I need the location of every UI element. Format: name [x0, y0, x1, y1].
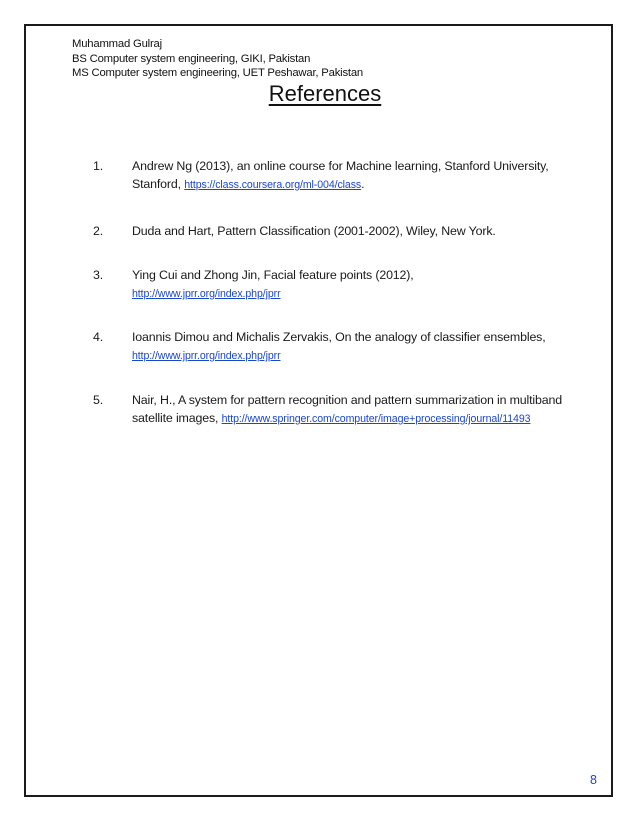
- page-title-container: [0, 81, 638, 107]
- reference-body: [132, 328, 572, 365]
- reference-number: 5.: [93, 393, 104, 407]
- reference-line: Ioannis Dimou and Michalis Zervakis, On the analogy of classifier ensembles,: [132, 330, 546, 344]
- reference-link[interactable]: https://class.coursera.org/ml-004/class: [184, 179, 362, 191]
- reference-line: [132, 346, 572, 365]
- reference-text: Stanford,: [132, 177, 185, 191]
- page-title: References: [268, 81, 382, 106]
- reference-line: Andrew Ng (2013), an online course for Machine learning, Stanford University,: [132, 159, 549, 173]
- reference-link[interactable]: http://www.jprr.org/index.php/jprr: [132, 350, 281, 362]
- reference-number: 3.: [93, 268, 104, 282]
- header-ms-degree: MS Computer system engineering, UET Peshawar, Pakistan: [72, 67, 364, 79]
- reference-number: 2.: [93, 224, 104, 238]
- reference-line: Duda and Hart, Pattern Classification (2001-2002), Wiley, New York.: [132, 224, 496, 238]
- reference-number: 1.: [93, 159, 104, 173]
- reference-line: [132, 175, 572, 194]
- header-author: Muhammad Gulraj: [72, 38, 162, 50]
- reference-body: [132, 222, 572, 240]
- reference-body: [132, 266, 572, 303]
- reference-line: Nair, H., A system for pattern recognition and pattern summarization in multiband: [132, 393, 562, 407]
- reference-text: .: [361, 177, 365, 191]
- reference-text: satellite images,: [132, 411, 222, 425]
- reference-number: 4.: [93, 330, 104, 344]
- reference-link[interactable]: http://www.jprr.org/index.php/jprr: [132, 288, 281, 300]
- document-header: [72, 37, 363, 81]
- header-bs-degree: BS Computer system engineering, GIKI, Pakistan: [72, 52, 311, 65]
- page-number: 8: [590, 773, 597, 787]
- reference-line: [132, 409, 572, 428]
- reference-line: [132, 284, 572, 303]
- reference-body: [132, 157, 572, 194]
- reference-link[interactable]: http://www.springer.com/computer/image+processing/journal/11493: [221, 413, 531, 425]
- reference-line: Ying Cui and Zhong Jin, Facial feature points (2012),: [132, 268, 414, 282]
- reference-body: [132, 391, 572, 428]
